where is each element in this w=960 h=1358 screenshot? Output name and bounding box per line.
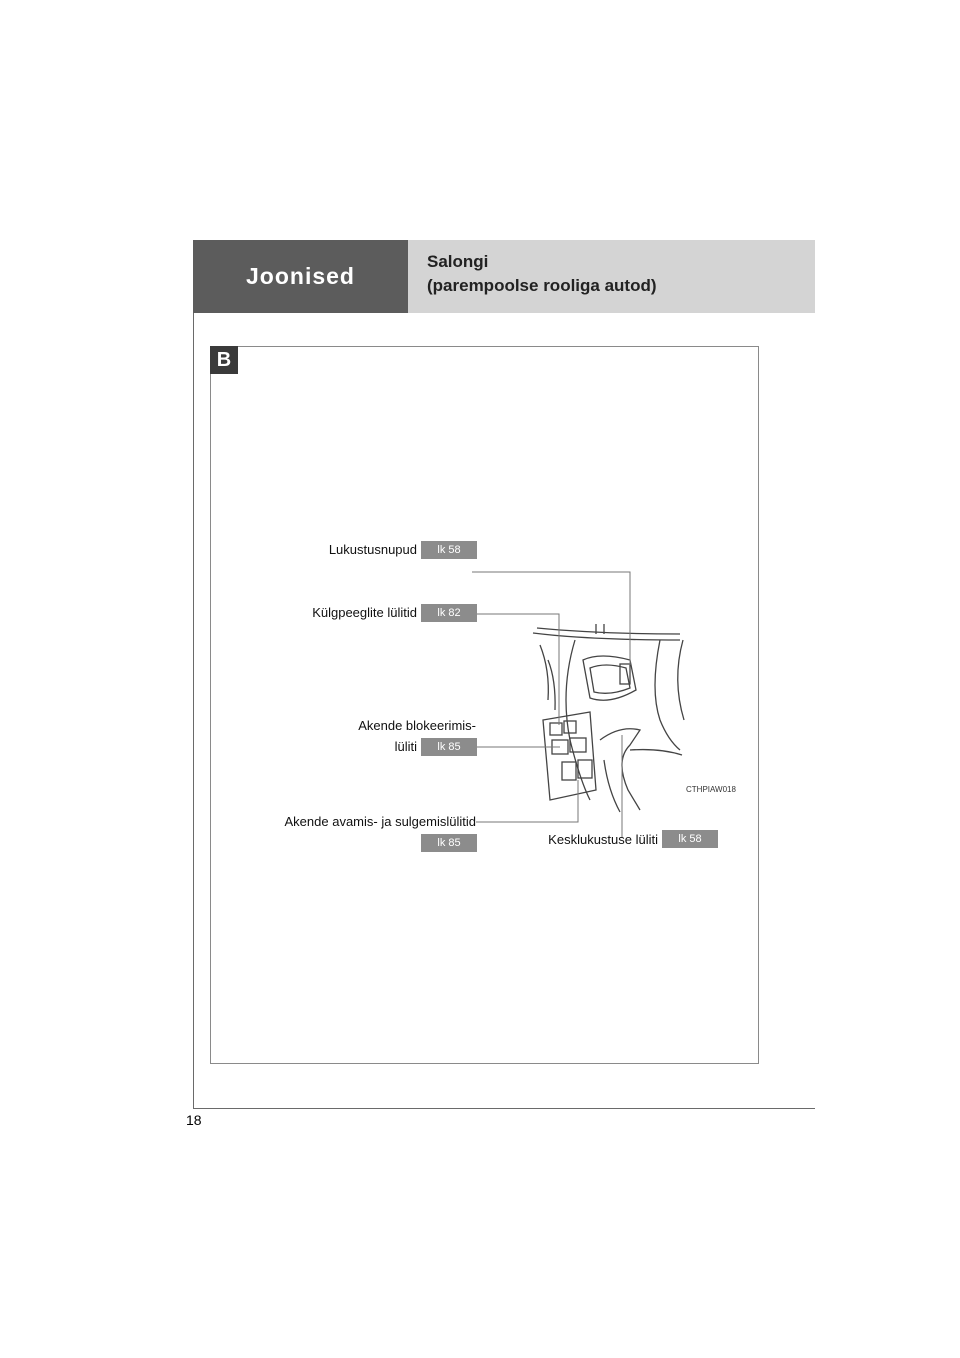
mirror-switches-label: Külgpeeglite lülitid [312,605,417,620]
central-lock-page-ref[interactable]: lk 58 [662,830,718,848]
mirror-switches-page-ref[interactable]: lk 82 [421,604,477,622]
page-number: 18 [186,1112,202,1128]
window-lock-label-line2: lüliti [394,739,417,754]
central-lock-label: Kesklukustuse lüliti [548,832,658,847]
window-lock-label-line1: Akende blokeerimis- [358,718,476,733]
section-marker: B [210,346,238,374]
section-title-line1: Salongi [427,252,489,271]
power-windows-label: Akende avamis- ja sulgemislülitid [284,814,476,829]
section-title-line2: (parempoolse rooliga autod) [427,276,657,295]
window-lock-page-ref[interactable]: lk 85 [421,738,477,756]
door-lock-label: Lukustusnupud [328,542,417,557]
chapter-tab: Joonised [193,240,408,313]
image-code: CTHPIAW018 [686,785,736,794]
power-windows-page-ref[interactable]: lk 85 [421,834,477,852]
door-lock-page-ref[interactable]: lk 58 [421,541,477,559]
